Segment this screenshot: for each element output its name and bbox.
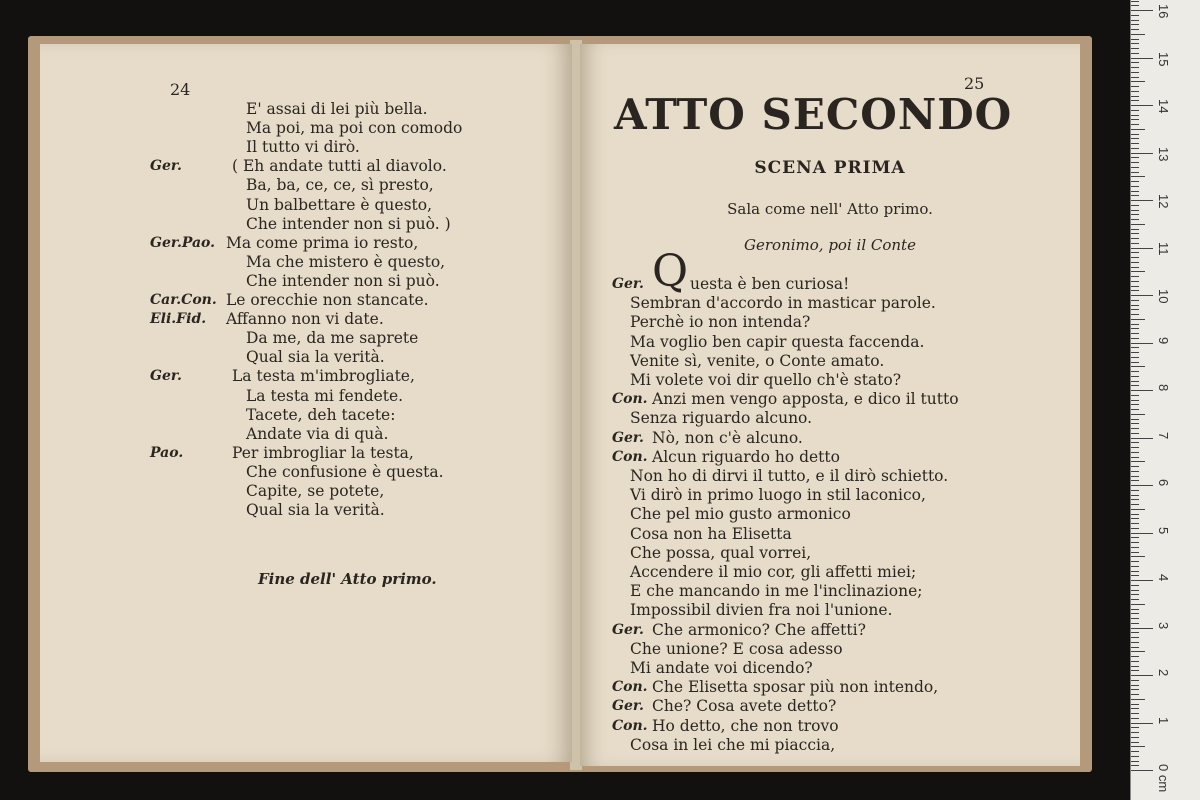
ruler-tick	[1131, 727, 1139, 728]
speaker-label: Eli.Fid.	[150, 311, 207, 328]
speaker-label: Pao.	[150, 444, 184, 461]
ruler-tick	[1131, 613, 1139, 614]
ruler-tick	[1131, 205, 1139, 206]
ruler-tick	[1131, 252, 1139, 253]
ruler-tick	[1131, 632, 1139, 633]
verse-line: Non ho di dirvi il tutto, e il dirò schietto.	[630, 467, 949, 485]
speaker-label: Ger.	[612, 429, 644, 446]
ruler-tick	[1131, 34, 1145, 35]
verse-line: Qual sia la verità.	[246, 501, 385, 520]
ruler-tick	[1131, 366, 1145, 367]
verse-line: Ba, ba, ce, ce, sì presto,	[246, 176, 434, 195]
ruler-tick	[1131, 371, 1139, 372]
ruler-tick	[1131, 100, 1139, 101]
ruler-tick	[1131, 637, 1139, 638]
ruler-tick	[1131, 186, 1139, 187]
ruler-tick	[1131, 442, 1139, 443]
ruler-tick	[1131, 195, 1139, 196]
ruler-label: 7	[1156, 431, 1171, 439]
ruler-tick	[1131, 233, 1139, 234]
ruler-label: 4	[1156, 574, 1171, 582]
ruler-tick	[1131, 343, 1153, 344]
verse-line: Che intender non si può. )	[246, 214, 451, 233]
ruler-tick	[1131, 523, 1139, 524]
ruler-tick	[1131, 623, 1139, 624]
speaker-label: Con.	[612, 391, 648, 408]
ruler-tick	[1131, 91, 1139, 92]
verse-line: Anzi men vengo apposta, e dico il tutto	[652, 390, 959, 409]
verse-line: E che mancando in me l'inclinazione;	[630, 582, 923, 601]
speaker-label: Ger.	[150, 158, 182, 175]
ruler-tick	[1131, 604, 1145, 605]
right-page	[580, 44, 1080, 766]
left-page	[40, 44, 572, 762]
ruler-tick	[1131, 618, 1139, 619]
ruler-tick	[1131, 585, 1139, 586]
ruler-tick	[1131, 138, 1139, 139]
verse-line: La testa m'imbrogliate,	[232, 367, 415, 386]
verse-line: Ma poi, ma poi con comodo	[246, 119, 463, 138]
speaker-label: Con.	[612, 448, 648, 465]
ruler-tick	[1131, 72, 1139, 73]
ruler-tick	[1131, 276, 1139, 277]
ruler-tick	[1131, 309, 1139, 310]
ruler-tick	[1131, 495, 1139, 496]
verse-line: Impossibil divien fra noi l'unione.	[630, 601, 893, 620]
ruler-tick	[1131, 732, 1139, 733]
ruler-tick	[1131, 43, 1139, 44]
ruler-tick	[1131, 661, 1139, 662]
ruler-tick	[1131, 680, 1139, 681]
ruler-tick	[1131, 338, 1139, 339]
verse-line: Che pel mio gusto armonico	[630, 505, 851, 524]
ruler-tick	[1131, 590, 1139, 591]
ruler-tick	[1131, 271, 1145, 272]
ruler-tick	[1131, 642, 1139, 643]
ruler-tick	[1131, 167, 1139, 168]
ruler-label: 13	[1156, 146, 1171, 161]
end-of-act-note: Fine dell' Atto primo.	[258, 570, 437, 588]
ruler-tick	[1131, 39, 1139, 40]
ruler-tick	[1131, 547, 1139, 548]
ruler-tick	[1131, 476, 1139, 477]
ruler-tick	[1131, 675, 1153, 676]
ruler-tick	[1131, 385, 1139, 386]
page-number-right: 25	[964, 74, 985, 93]
verse-line: Tacete, deh tacete:	[246, 405, 396, 424]
verse-line: Vi dirò in primo luogo in stil laconico,	[630, 486, 926, 505]
ruler-tick	[1131, 628, 1153, 629]
ruler-tick	[1131, 419, 1139, 420]
ruler-tick	[1131, 352, 1139, 353]
ruler-tick	[1131, 718, 1139, 719]
scene-setting: Sala come nell' Atto primo.	[727, 200, 933, 218]
ruler-tick	[1131, 533, 1153, 534]
ruler-tick	[1131, 670, 1139, 671]
ruler-tick	[1131, 537, 1139, 538]
verse-line: Senza riguardo alcuno.	[630, 409, 813, 428]
verse-line: Che intender non si può.	[246, 271, 440, 290]
ruler-label: 15	[1156, 51, 1171, 66]
ruler-tick	[1131, 499, 1139, 500]
ruler-tick	[1131, 48, 1139, 49]
ruler-tick	[1131, 15, 1139, 16]
ruler-tick	[1131, 480, 1139, 481]
ruler-tick	[1131, 200, 1153, 201]
scene-title: SCENA PRIMA	[754, 158, 906, 178]
ruler-label: 6	[1156, 479, 1171, 487]
ruler-tick	[1131, 466, 1139, 467]
ruler-label: 3	[1156, 621, 1171, 629]
ruler-label: 0 cm	[1156, 764, 1171, 793]
ruler-tick	[1131, 181, 1139, 182]
verse-line: Nò, non c'è alcuno.	[652, 428, 803, 447]
ruler-tick	[1131, 86, 1139, 87]
ruler-tick	[1131, 243, 1139, 244]
ruler-tick	[1131, 689, 1139, 690]
ruler-label: 9	[1156, 336, 1171, 344]
ruler-tick	[1131, 409, 1139, 410]
ruler-tick	[1131, 651, 1145, 652]
ruler-tick	[1131, 770, 1153, 771]
ruler-label: 10	[1156, 289, 1171, 304]
verse-line: Che? Cosa avete detto?	[652, 697, 837, 716]
ruler-tick	[1131, 575, 1139, 576]
ruler-tick	[1131, 376, 1139, 377]
speaker-label: Ger.	[612, 276, 644, 292]
page-number-left: 24	[170, 80, 191, 99]
ruler-tick	[1131, 580, 1153, 581]
verse-line: Che unione? E cosa adesso	[630, 639, 843, 658]
verse-line: Alcun riguardo ho detto	[652, 447, 840, 466]
verse-line: Ma come prima io resto,	[226, 233, 419, 252]
ruler-tick	[1131, 751, 1139, 752]
ruler-tick	[1131, 438, 1153, 439]
ruler-tick	[1131, 609, 1139, 610]
ruler-tick	[1131, 210, 1139, 211]
ruler-tick	[1131, 347, 1139, 348]
verse-line: Che confusione è questa.	[246, 462, 444, 481]
verse-line: Da me, da me saprete	[246, 329, 419, 348]
ruler-tick	[1131, 29, 1139, 30]
ruler-tick	[1131, 509, 1145, 510]
ruler-tick	[1131, 305, 1139, 306]
verse-line: Per imbrogliar la testa,	[232, 443, 414, 462]
ruler-label: 8	[1156, 384, 1171, 392]
ruler-tick	[1131, 281, 1139, 282]
ruler-tick	[1131, 214, 1139, 215]
ruler-tick	[1131, 96, 1139, 97]
ruler-tick	[1131, 67, 1139, 68]
ruler-tick	[1131, 224, 1145, 225]
ruler-tick	[1131, 404, 1139, 405]
ruler-tick	[1131, 119, 1139, 120]
ruler-tick	[1131, 713, 1139, 714]
ruler-tick	[1131, 290, 1139, 291]
ruler-tick	[1131, 414, 1145, 415]
verse-line: Che possa, qual vorrei,	[630, 543, 812, 562]
ruler-tick	[1131, 428, 1139, 429]
ruler-tick	[1131, 191, 1139, 192]
ruler-tick	[1131, 542, 1139, 543]
ruler-tick	[1131, 461, 1145, 462]
ruler-tick	[1131, 81, 1145, 82]
ruler-tick	[1131, 157, 1139, 158]
ruler-tick	[1131, 647, 1139, 648]
ruler-label: 11	[1156, 241, 1171, 255]
ruler-tick	[1131, 485, 1153, 486]
ruler-tick	[1131, 765, 1139, 766]
ruler-tick	[1131, 219, 1139, 220]
ruler-tick	[1131, 319, 1145, 320]
verse-line: Sembran d'accordo in masticar parole.	[630, 294, 936, 313]
verse-line: Le orecchie non stancate.	[226, 291, 429, 309]
ruler-tick	[1131, 457, 1139, 458]
ruler-tick	[1131, 447, 1139, 448]
ruler-tick	[1131, 400, 1139, 401]
ruler-tick	[1131, 552, 1139, 553]
ruler-label: 16	[1156, 4, 1171, 19]
verse-line: Perchè io non intenda?	[630, 313, 811, 332]
drop-cap: Q	[652, 246, 689, 297]
ruler-tick	[1131, 381, 1139, 382]
ruler-tick	[1131, 53, 1139, 54]
ruler-tick	[1131, 229, 1139, 230]
verse-line: Ho detto, che non trovo	[652, 716, 839, 735]
verse-line: Cosa in lei che mi piaccia,	[630, 735, 836, 754]
ruler-tick	[1131, 423, 1139, 424]
ruler-tick	[1131, 518, 1139, 519]
ruler-tick	[1131, 362, 1139, 363]
ruler-tick	[1131, 333, 1139, 334]
verse-line: Mi volete voi dir quello ch'è stato?	[630, 371, 902, 389]
verse-line: Qual sia la verità.	[246, 348, 385, 367]
ruler-tick	[1131, 704, 1139, 705]
ruler-tick	[1131, 433, 1139, 434]
ruler-tick	[1131, 5, 1139, 6]
ruler-tick	[1131, 504, 1139, 505]
ruler-tick	[1131, 490, 1139, 491]
ruler-tick	[1131, 162, 1139, 163]
ruler-label: 2	[1156, 669, 1171, 677]
verse-line: Che armonico? Che affetti?	[652, 620, 866, 639]
ruler-tick	[1131, 761, 1139, 762]
ruler-tick	[1131, 737, 1139, 738]
verse-line: Il tutto vi dirò.	[246, 138, 360, 157]
ruler-tick	[1131, 599, 1139, 600]
verse-line: uesta è ben curiosa!	[690, 275, 850, 293]
ruler-tick	[1131, 471, 1139, 472]
measuring-ruler	[1130, 0, 1200, 800]
ruler-tick	[1131, 134, 1139, 135]
ruler-label: 14	[1156, 99, 1171, 114]
ruler-tick	[1131, 248, 1153, 249]
ruler-tick	[1131, 286, 1139, 287]
speaker-label: Car.Con.	[150, 292, 217, 308]
verse-line: La testa mi fendete.	[246, 386, 404, 405]
ruler-tick	[1131, 452, 1139, 453]
ruler-label: 5	[1156, 526, 1171, 534]
ruler-tick	[1131, 324, 1139, 325]
verse-line: Venite sì, venite, o Conte amato.	[630, 351, 885, 370]
verse-line: E' assai di lei più bella.	[246, 100, 428, 118]
ruler-tick	[1131, 685, 1139, 686]
ruler-tick	[1131, 300, 1139, 301]
ruler-tick	[1131, 566, 1139, 567]
ruler-tick	[1131, 656, 1139, 657]
ruler-tick	[1131, 699, 1145, 700]
ruler-label: 1	[1156, 716, 1171, 724]
ruler-tick	[1131, 666, 1139, 667]
ruler-tick	[1131, 514, 1139, 515]
ruler-tick	[1131, 390, 1153, 391]
ruler-tick	[1131, 556, 1145, 557]
ruler-tick	[1131, 20, 1139, 21]
ruler-tick	[1131, 314, 1139, 315]
ruler-tick	[1131, 723, 1153, 724]
ruler-tick	[1131, 1, 1139, 2]
ruler-tick	[1131, 58, 1153, 59]
ruler-tick	[1131, 143, 1139, 144]
ruler-tick	[1131, 746, 1145, 747]
scene-characters: Geronimo, poi il Conte	[744, 236, 916, 254]
ruler-tick	[1131, 153, 1153, 154]
verse-line: Un balbettare è questo,	[246, 195, 433, 214]
ruler-tick	[1131, 62, 1139, 63]
ruler-tick	[1131, 172, 1139, 173]
ruler-tick	[1131, 148, 1139, 149]
verse-line: ( Eh andate tutti al diavolo.	[232, 157, 447, 176]
speaker-label: Ger.	[150, 368, 182, 385]
ruler-tick	[1131, 10, 1153, 11]
ruler-tick	[1131, 124, 1139, 125]
verse-line: Ma voglio ben capir questa faccenda.	[630, 332, 925, 351]
ruler-tick	[1131, 105, 1153, 106]
verse-line: Che Elisetta sposar più non intendo,	[652, 678, 939, 697]
verse-line: Accendere il mio cor, gli affetti miei;	[630, 563, 917, 581]
verse-line: Cosa non ha Elisetta	[630, 524, 792, 543]
ruler-tick	[1131, 561, 1139, 562]
verse-line: Affanno non vi date.	[226, 310, 384, 329]
act-title: ATTO SECONDO	[614, 90, 1013, 139]
ruler-tick	[1131, 77, 1139, 78]
speaker-label: Ger.	[612, 621, 644, 638]
ruler-tick	[1131, 571, 1139, 572]
ruler-tick	[1131, 395, 1139, 396]
ruler-tick	[1131, 528, 1139, 529]
ruler-tick	[1131, 262, 1139, 263]
ruler-tick	[1131, 694, 1139, 695]
ruler-tick	[1131, 129, 1145, 130]
ruler-tick	[1131, 176, 1145, 177]
ruler-tick	[1131, 708, 1139, 709]
ruler-tick	[1131, 238, 1139, 239]
speaker-label: Ger.Pao.	[150, 234, 216, 251]
verse-line: Ma che mistero è questo,	[246, 252, 446, 271]
verse-line: Mi andate voi dicendo?	[630, 659, 813, 677]
ruler-tick	[1131, 24, 1139, 25]
speaker-label: Con.	[612, 717, 648, 734]
ruler-tick	[1131, 328, 1139, 329]
ruler-label: 12	[1156, 194, 1171, 209]
ruler-tick	[1131, 110, 1139, 111]
ruler-tick	[1131, 295, 1153, 296]
ruler-tick	[1131, 257, 1139, 258]
speaker-label: Con.	[612, 679, 648, 696]
ruler-tick	[1131, 267, 1139, 268]
ruler-tick	[1131, 594, 1139, 595]
ruler-tick	[1131, 357, 1139, 358]
ruler-tick	[1131, 115, 1139, 116]
speaker-label: Ger.	[612, 698, 644, 715]
verse-line: Andate via di quà.	[246, 424, 389, 443]
verse-line: Capite, se potete,	[246, 482, 385, 500]
ruler-tick	[1131, 756, 1139, 757]
ruler-tick	[1131, 742, 1139, 743]
